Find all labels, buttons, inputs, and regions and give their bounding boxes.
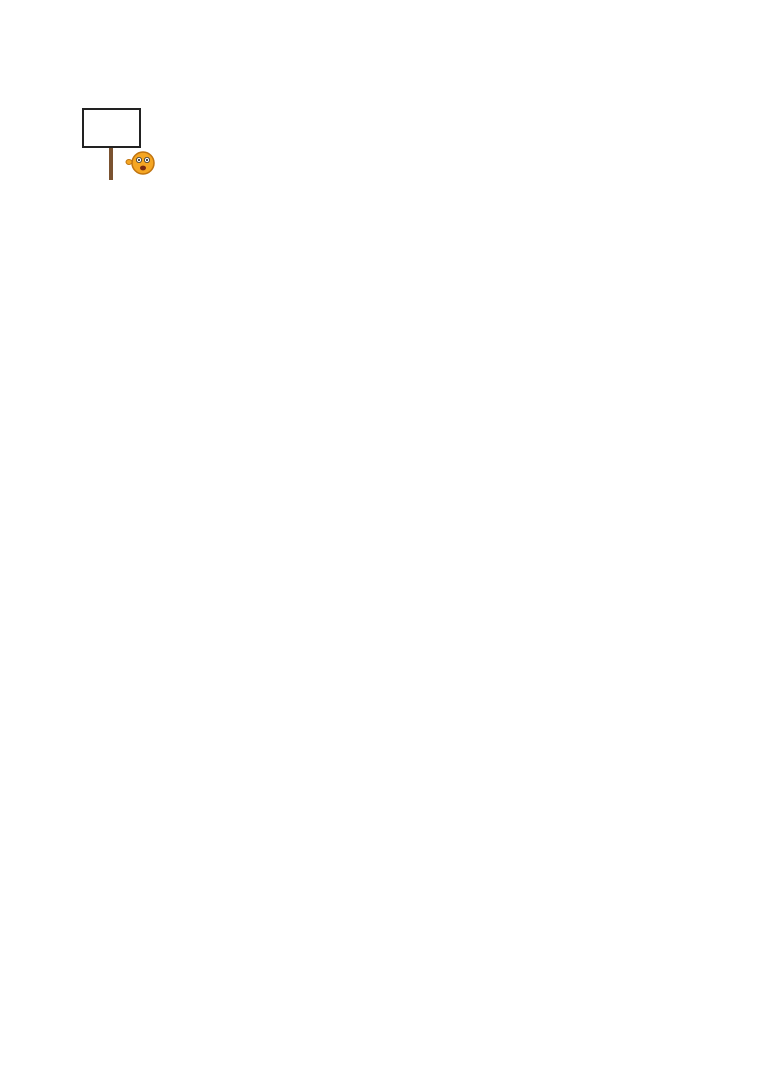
oops-sign-icon — [82, 106, 157, 182]
smiley-face — [132, 152, 154, 174]
